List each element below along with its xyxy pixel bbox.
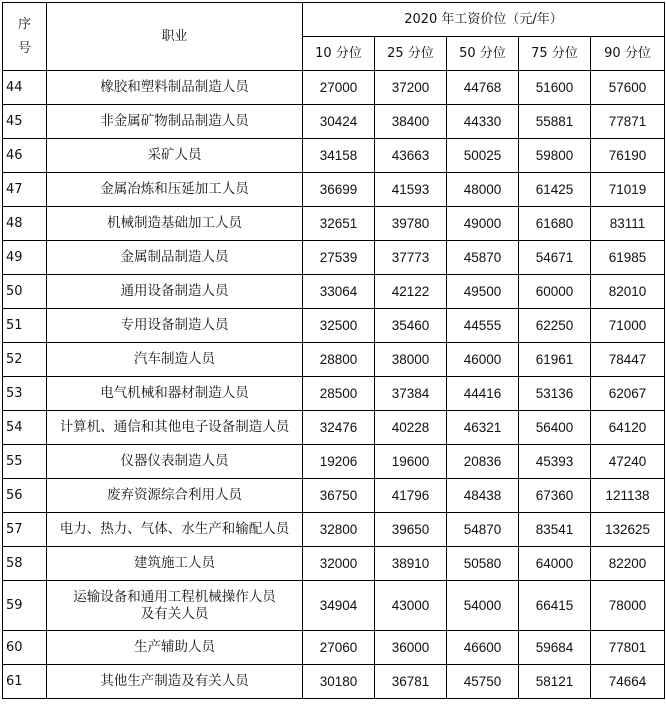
row-p10: 28500: [303, 377, 375, 411]
row-p75: 55881: [519, 105, 591, 139]
row-p25: 38000: [375, 343, 447, 377]
row-seq: 57: [3, 513, 47, 547]
row-p25: 38400: [375, 105, 447, 139]
percentile-header-90: 90 分位: [591, 37, 665, 71]
row-p75: 83541: [519, 513, 591, 547]
table-row: [3, 631, 665, 665]
row-p75: 61961: [519, 343, 591, 377]
table-row: [3, 275, 665, 309]
row-p10: 32476: [303, 411, 375, 445]
row-p10: 27060: [303, 631, 375, 665]
row-p90: 121138: [591, 479, 665, 513]
row-p50: 48438: [447, 479, 519, 513]
row-p90: 83111: [591, 207, 665, 241]
table-row: [3, 547, 665, 581]
row-job: 电气机械和器材制造人员: [47, 377, 303, 411]
row-seq: 58: [3, 547, 47, 581]
table-row: [3, 207, 665, 241]
table-row: [3, 241, 665, 275]
row-p25: 35460: [375, 309, 447, 343]
table-row: [3, 343, 665, 377]
row-p50: 44330: [447, 105, 519, 139]
wage-group-header: 2020 年工资价位（元/年）: [303, 3, 665, 37]
percentile-header-10: 10 分位: [303, 37, 375, 71]
row-job: 其他生产制造及有关人员: [47, 665, 303, 699]
row-p50: 49000: [447, 207, 519, 241]
row-p50: 54000: [447, 581, 519, 631]
row-p90: 76190: [591, 139, 665, 173]
row-p75: 66415: [519, 581, 591, 631]
row-seq: 46: [3, 139, 47, 173]
row-p10: 33064: [303, 275, 375, 309]
wage-table: [2, 2, 665, 699]
row-job: 废弃资源综合利用人员: [47, 479, 303, 513]
seq-header: [3, 3, 47, 71]
row-p75: 61680: [519, 207, 591, 241]
row-p25: 43663: [375, 139, 447, 173]
row-seq: 53: [3, 377, 47, 411]
row-p25: 36000: [375, 631, 447, 665]
row-p75: 56400: [519, 411, 591, 445]
row-p10: 27539: [303, 241, 375, 275]
row-job: 生产辅助人员: [47, 631, 303, 665]
row-job: 金属冶炼和压延加工人员: [47, 173, 303, 207]
row-seq: 50: [3, 275, 47, 309]
row-p90: 64120: [591, 411, 665, 445]
row-seq: 61: [3, 665, 47, 699]
row-p10: 28800: [303, 343, 375, 377]
row-p10: 36699: [303, 173, 375, 207]
row-job: 金属制品制造人员: [47, 241, 303, 275]
row-p10: 32500: [303, 309, 375, 343]
row-seq: 47: [3, 173, 47, 207]
row-p25: 36781: [375, 665, 447, 699]
row-p50: 49500: [447, 275, 519, 309]
row-p90: 78447: [591, 343, 665, 377]
row-p75: 60000: [519, 275, 591, 309]
row-p50: 50580: [447, 547, 519, 581]
row-job: 建筑施工人员: [47, 547, 303, 581]
row-p75: 62250: [519, 309, 591, 343]
table-row: [3, 71, 665, 105]
table-row: [3, 513, 665, 547]
row-p50: 46321: [447, 411, 519, 445]
row-job: 汽车制造人员: [47, 343, 303, 377]
row-p50: 46600: [447, 631, 519, 665]
job-header: 职业: [47, 3, 303, 71]
row-p50: 54870: [447, 513, 519, 547]
row-p25: 39780: [375, 207, 447, 241]
seq-header-label: 序号: [17, 16, 31, 56]
row-p75: 59684: [519, 631, 591, 665]
row-p10: 30424: [303, 105, 375, 139]
row-p90: 62067: [591, 377, 665, 411]
table-row: [3, 665, 665, 699]
row-seq: 49: [3, 241, 47, 275]
row-p10: 32651: [303, 207, 375, 241]
row-p25: 41796: [375, 479, 447, 513]
row-p75: 45393: [519, 445, 591, 479]
row-p90: 61985: [591, 241, 665, 275]
row-seq: 60: [3, 631, 47, 665]
row-p50: 45750: [447, 665, 519, 699]
row-job: 橡胶和塑料制品制造人员: [47, 71, 303, 105]
row-seq: 56: [3, 479, 47, 513]
row-p50: 44555: [447, 309, 519, 343]
percentile-header-50: 50 分位: [447, 37, 519, 71]
row-p90: 71019: [591, 173, 665, 207]
row-p90: 57600: [591, 71, 665, 105]
row-p75: 59800: [519, 139, 591, 173]
row-p10: 36750: [303, 479, 375, 513]
row-p75: 67360: [519, 479, 591, 513]
table-row: [3, 139, 665, 173]
row-p75: 51600: [519, 71, 591, 105]
row-p25: 39650: [375, 513, 447, 547]
percentile-header-75: 75 分位: [519, 37, 591, 71]
row-p25: 37773: [375, 241, 447, 275]
table-row: [3, 173, 665, 207]
row-p25: 41593: [375, 173, 447, 207]
row-p90: 132625: [591, 513, 665, 547]
row-seq: 48: [3, 207, 47, 241]
row-p25: 42122: [375, 275, 447, 309]
row-seq: 44: [3, 71, 47, 105]
row-p75: 58121: [519, 665, 591, 699]
table-row: [3, 479, 665, 513]
row-p90: 78000: [591, 581, 665, 631]
row-p90: 82010: [591, 275, 665, 309]
table-row: [3, 581, 665, 631]
row-seq: 55: [3, 445, 47, 479]
row-seq: 54: [3, 411, 47, 445]
row-p75: 53136: [519, 377, 591, 411]
row-job: 非金属矿物制品制造人员: [47, 105, 303, 139]
row-p90: 74664: [591, 665, 665, 699]
row-job: 通用设备制造人员: [47, 275, 303, 309]
row-p50: 45870: [447, 241, 519, 275]
row-p25: 19600: [375, 445, 447, 479]
table-row: [3, 377, 665, 411]
row-p10: 27000: [303, 71, 375, 105]
row-p50: 48000: [447, 173, 519, 207]
row-p75: 61425: [519, 173, 591, 207]
row-p90: 47240: [591, 445, 665, 479]
row-p25: 43000: [375, 581, 447, 631]
row-seq: 51: [3, 309, 47, 343]
row-p90: 71000: [591, 309, 665, 343]
row-p10: 19206: [303, 445, 375, 479]
row-p90: 77871: [591, 105, 665, 139]
row-p50: 46000: [447, 343, 519, 377]
row-job: [47, 581, 303, 631]
table-row: [3, 309, 665, 343]
row-p10: 34904: [303, 581, 375, 631]
row-p75: 54671: [519, 241, 591, 275]
row-p25: 37384: [375, 377, 447, 411]
row-p25: 38910: [375, 547, 447, 581]
row-p10: 34158: [303, 139, 375, 173]
row-p50: 44416: [447, 377, 519, 411]
header-row-top: [3, 3, 665, 37]
row-job: 专用设备制造人员: [47, 309, 303, 343]
row-job: 机械制造基础加工人员: [47, 207, 303, 241]
row-seq: 52: [3, 343, 47, 377]
row-p10: 30180: [303, 665, 375, 699]
row-job: 仪器仪表制造人员: [47, 445, 303, 479]
row-p50: 50025: [447, 139, 519, 173]
row-job-line1: 运输设备和通用工程机械操作人员: [73, 588, 276, 605]
row-job-line2: 及有关人员: [140, 605, 209, 622]
row-p50: 20836: [447, 445, 519, 479]
row-job: 电力、热力、气体、水生产和输配人员: [47, 513, 303, 547]
row-seq: 45: [3, 105, 47, 139]
row-p25: 37200: [375, 71, 447, 105]
table-row: [3, 105, 665, 139]
table-row: [3, 411, 665, 445]
row-p25: 40228: [375, 411, 447, 445]
row-p10: 32800: [303, 513, 375, 547]
percentile-header-25: 25 分位: [375, 37, 447, 71]
row-p75: 64000: [519, 547, 591, 581]
row-job: 计算机、通信和其他电子设备制造人员: [47, 411, 303, 445]
row-job: 采矿人员: [47, 139, 303, 173]
row-p90: 82200: [591, 547, 665, 581]
row-p50: 44768: [447, 71, 519, 105]
row-p90: 77801: [591, 631, 665, 665]
table-row: [3, 445, 665, 479]
row-p10: 32000: [303, 547, 375, 581]
row-seq: 59: [3, 581, 47, 631]
